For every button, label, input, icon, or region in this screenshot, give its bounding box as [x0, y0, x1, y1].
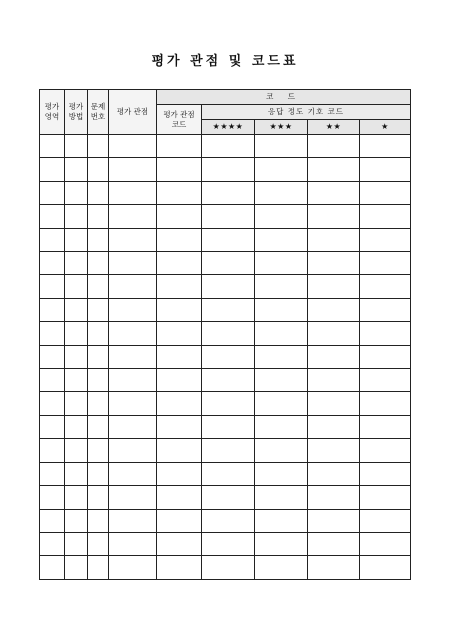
table-cell[interactable] — [308, 205, 360, 228]
table-cell[interactable] — [360, 509, 411, 532]
table-cell[interactable] — [88, 532, 109, 555]
table-cell[interactable] — [109, 509, 157, 532]
table-cell[interactable] — [109, 532, 157, 555]
table-cell[interactable] — [40, 181, 65, 204]
table-row — [40, 532, 411, 555]
table-cell[interactable] — [360, 415, 411, 438]
table-body — [40, 135, 411, 580]
table-row — [40, 322, 411, 345]
table-cell[interactable] — [40, 252, 65, 275]
table-cell[interactable] — [308, 322, 360, 345]
table-cell[interactable] — [88, 275, 109, 298]
table-cell[interactable] — [308, 369, 360, 392]
table-cell[interactable] — [40, 158, 65, 181]
table-cell[interactable] — [40, 532, 65, 555]
table-cell[interactable] — [202, 181, 255, 204]
table-cell[interactable] — [360, 275, 411, 298]
table-cell[interactable] — [255, 228, 308, 251]
header-stars-2: ★★ — [308, 120, 360, 135]
table-cell[interactable] — [202, 228, 255, 251]
table-row — [40, 556, 411, 580]
table-cell[interactable] — [157, 181, 202, 204]
table-row — [40, 228, 411, 251]
table-cell[interactable] — [88, 486, 109, 509]
table-cell[interactable] — [308, 392, 360, 415]
table-cell[interactable] — [157, 252, 202, 275]
table-row — [40, 439, 411, 462]
table-cell[interactable] — [360, 205, 411, 228]
evaluation-code-table — [39, 89, 411, 580]
table-cell[interactable] — [308, 345, 360, 368]
table-cell[interactable] — [40, 135, 65, 158]
table-cell[interactable] — [65, 158, 88, 181]
header-stars-3: ★★★ — [255, 120, 308, 135]
table-cell[interactable] — [202, 532, 255, 555]
table-cell[interactable] — [202, 345, 255, 368]
table-cell[interactable] — [255, 135, 308, 158]
table-cell[interactable] — [360, 532, 411, 555]
table-cell[interactable] — [255, 556, 308, 580]
table-cell[interactable] — [360, 322, 411, 345]
table-cell[interactable] — [40, 345, 65, 368]
table-cell[interactable] — [88, 205, 109, 228]
table-cell[interactable] — [109, 181, 157, 204]
table-cell[interactable] — [202, 135, 255, 158]
table-cell[interactable] — [308, 228, 360, 251]
table-cell[interactable] — [65, 556, 88, 580]
table-cell[interactable] — [65, 298, 88, 321]
table-cell[interactable] — [202, 158, 255, 181]
table-cell[interactable] — [308, 252, 360, 275]
table-cell[interactable] — [308, 532, 360, 555]
table-row — [40, 345, 411, 368]
table-cell[interactable] — [308, 556, 360, 580]
table-row — [40, 462, 411, 485]
table-cell[interactable] — [40, 439, 65, 462]
table-cell[interactable] — [88, 252, 109, 275]
table-cell[interactable] — [157, 556, 202, 580]
table-cell[interactable] — [360, 462, 411, 485]
table-cell[interactable] — [65, 181, 88, 204]
table-cell[interactable] — [157, 135, 202, 158]
table-cell[interactable] — [202, 556, 255, 580]
table-cell[interactable] — [308, 439, 360, 462]
table-cell[interactable] — [88, 462, 109, 485]
header-viewpoint: 평가 관점 — [109, 90, 157, 135]
table-cell[interactable] — [360, 345, 411, 368]
table-cell[interactable] — [202, 252, 255, 275]
header-code: 코 드 — [157, 90, 411, 105]
table-cell[interactable] — [88, 298, 109, 321]
table-cell[interactable] — [40, 275, 65, 298]
table-row — [40, 369, 411, 392]
table-cell[interactable] — [109, 228, 157, 251]
table-cell[interactable] — [88, 158, 109, 181]
table-cell[interactable] — [202, 369, 255, 392]
table-cell[interactable] — [360, 228, 411, 251]
table-cell[interactable] — [40, 415, 65, 438]
table-cell[interactable] — [308, 462, 360, 485]
table-cell[interactable] — [360, 392, 411, 415]
table-cell[interactable] — [65, 532, 88, 555]
table-cell[interactable] — [157, 345, 202, 368]
table-cell[interactable] — [202, 298, 255, 321]
header-response-level-symbol: 응답 정도 기호 코드 — [202, 105, 411, 120]
table-cell[interactable] — [65, 392, 88, 415]
table-cell[interactable] — [157, 509, 202, 532]
table-row — [40, 392, 411, 415]
table-cell[interactable] — [157, 486, 202, 509]
table-cell[interactable] — [157, 415, 202, 438]
table-cell[interactable] — [65, 509, 88, 532]
table-cell[interactable] — [65, 205, 88, 228]
table-cell[interactable] — [157, 298, 202, 321]
table-row — [40, 415, 411, 438]
table-cell[interactable] — [308, 486, 360, 509]
table-cell[interactable] — [202, 392, 255, 415]
table-cell[interactable] — [255, 322, 308, 345]
table-cell[interactable] — [88, 369, 109, 392]
table-cell[interactable] — [360, 181, 411, 204]
table-cell[interactable] — [65, 135, 88, 158]
table-cell[interactable] — [157, 158, 202, 181]
table-cell[interactable] — [109, 462, 157, 485]
table-cell[interactable] — [40, 486, 65, 509]
table-row — [40, 509, 411, 532]
table-cell[interactable] — [40, 205, 65, 228]
table-cell[interactable] — [65, 462, 88, 485]
table-cell[interactable] — [255, 532, 308, 555]
table-cell[interactable] — [202, 462, 255, 485]
table-cell[interactable] — [360, 158, 411, 181]
table-cell[interactable] — [360, 252, 411, 275]
table-cell[interactable] — [109, 369, 157, 392]
table-cell[interactable] — [255, 509, 308, 532]
table-cell[interactable] — [157, 228, 202, 251]
header-stars-1: ★ — [360, 120, 411, 135]
table-cell[interactable] — [360, 439, 411, 462]
table-cell[interactable] — [109, 322, 157, 345]
table-cell[interactable] — [65, 486, 88, 509]
table-cell[interactable] — [157, 275, 202, 298]
table-row — [40, 181, 411, 204]
table-cell[interactable] — [88, 181, 109, 204]
table-cell[interactable] — [308, 509, 360, 532]
table-cell[interactable] — [255, 252, 308, 275]
table-cell[interactable] — [109, 158, 157, 181]
table-cell[interactable] — [109, 439, 157, 462]
table-cell[interactable] — [255, 439, 308, 462]
table-cell[interactable] — [360, 486, 411, 509]
table-cell[interactable] — [88, 322, 109, 345]
table-row — [40, 252, 411, 275]
table-cell[interactable] — [308, 275, 360, 298]
table-cell[interactable] — [109, 252, 157, 275]
table-cell[interactable] — [255, 345, 308, 368]
table-cell[interactable] — [109, 275, 157, 298]
header-area: 평가 영역 — [40, 90, 65, 135]
table-cell[interactable] — [308, 158, 360, 181]
table-cell[interactable] — [40, 556, 65, 580]
table-cell[interactable] — [40, 462, 65, 485]
table-cell[interactable] — [40, 369, 65, 392]
table-cell[interactable] — [202, 205, 255, 228]
table-cell[interactable] — [88, 439, 109, 462]
table-row — [40, 275, 411, 298]
table-cell[interactable] — [65, 252, 88, 275]
table-cell[interactable] — [88, 509, 109, 532]
table-cell[interactable] — [109, 556, 157, 580]
table-cell[interactable] — [255, 415, 308, 438]
table-cell[interactable] — [157, 439, 202, 462]
table-cell[interactable] — [88, 228, 109, 251]
table-cell[interactable] — [360, 556, 411, 580]
header-method: 평가 방법 — [65, 90, 88, 135]
header-item-number: 문제 번호 — [88, 90, 109, 135]
table-cell[interactable] — [308, 415, 360, 438]
table-cell[interactable] — [255, 181, 308, 204]
table-cell[interactable] — [40, 509, 65, 532]
table-cell[interactable] — [65, 228, 88, 251]
table-cell[interactable] — [202, 275, 255, 298]
table-cell[interactable] — [65, 322, 88, 345]
table-cell[interactable] — [88, 345, 109, 368]
table-cell[interactable] — [157, 369, 202, 392]
table-cell[interactable] — [40, 298, 65, 321]
table-cell[interactable] — [109, 135, 157, 158]
table-cell[interactable] — [109, 345, 157, 368]
table-cell[interactable] — [255, 158, 308, 181]
table-cell[interactable] — [40, 322, 65, 345]
table-cell[interactable] — [40, 392, 65, 415]
table-cell[interactable] — [255, 486, 308, 509]
table-cell[interactable] — [65, 439, 88, 462]
table-cell[interactable] — [360, 135, 411, 158]
table-cell[interactable] — [88, 135, 109, 158]
table-cell[interactable] — [109, 415, 157, 438]
table-cell[interactable] — [65, 275, 88, 298]
table-cell[interactable] — [157, 205, 202, 228]
table-cell[interactable] — [65, 369, 88, 392]
table-cell[interactable] — [157, 532, 202, 555]
table-cell[interactable] — [202, 509, 255, 532]
table-cell[interactable] — [88, 392, 109, 415]
table-cell[interactable] — [202, 486, 255, 509]
table-cell[interactable] — [255, 392, 308, 415]
table-row — [40, 135, 411, 158]
table-cell[interactable] — [255, 205, 308, 228]
table-cell[interactable] — [360, 369, 411, 392]
table-cell[interactable] — [255, 462, 308, 485]
header-viewpoint-code: 평가 관점 코드 — [157, 105, 202, 135]
table-cell[interactable] — [109, 205, 157, 228]
table-cell[interactable] — [202, 439, 255, 462]
table-row — [40, 298, 411, 321]
table-cell[interactable] — [65, 415, 88, 438]
table-cell[interactable] — [255, 275, 308, 298]
table-cell[interactable] — [255, 298, 308, 321]
table-cell[interactable] — [202, 322, 255, 345]
table-cell[interactable] — [88, 415, 109, 438]
table-cell[interactable] — [157, 462, 202, 485]
table-cell[interactable] — [360, 298, 411, 321]
table-cell[interactable] — [65, 345, 88, 368]
table-cell[interactable] — [109, 298, 157, 321]
table-cell[interactable] — [88, 556, 109, 580]
table-cell[interactable] — [40, 228, 65, 251]
table-cell[interactable] — [308, 181, 360, 204]
table-cell[interactable] — [157, 392, 202, 415]
table-cell[interactable] — [202, 415, 255, 438]
table-row — [40, 486, 411, 509]
table-cell[interactable] — [255, 369, 308, 392]
table-cell[interactable] — [308, 298, 360, 321]
table-row — [40, 205, 411, 228]
document-title: 평가 관점 및 코드표 — [151, 54, 299, 69]
table-cell[interactable] — [109, 392, 157, 415]
table-cell[interactable] — [308, 135, 360, 158]
header-stars-4: ★★★★ — [202, 120, 255, 135]
table-cell[interactable] — [157, 322, 202, 345]
table-cell[interactable] — [109, 486, 157, 509]
table-row — [40, 158, 411, 181]
